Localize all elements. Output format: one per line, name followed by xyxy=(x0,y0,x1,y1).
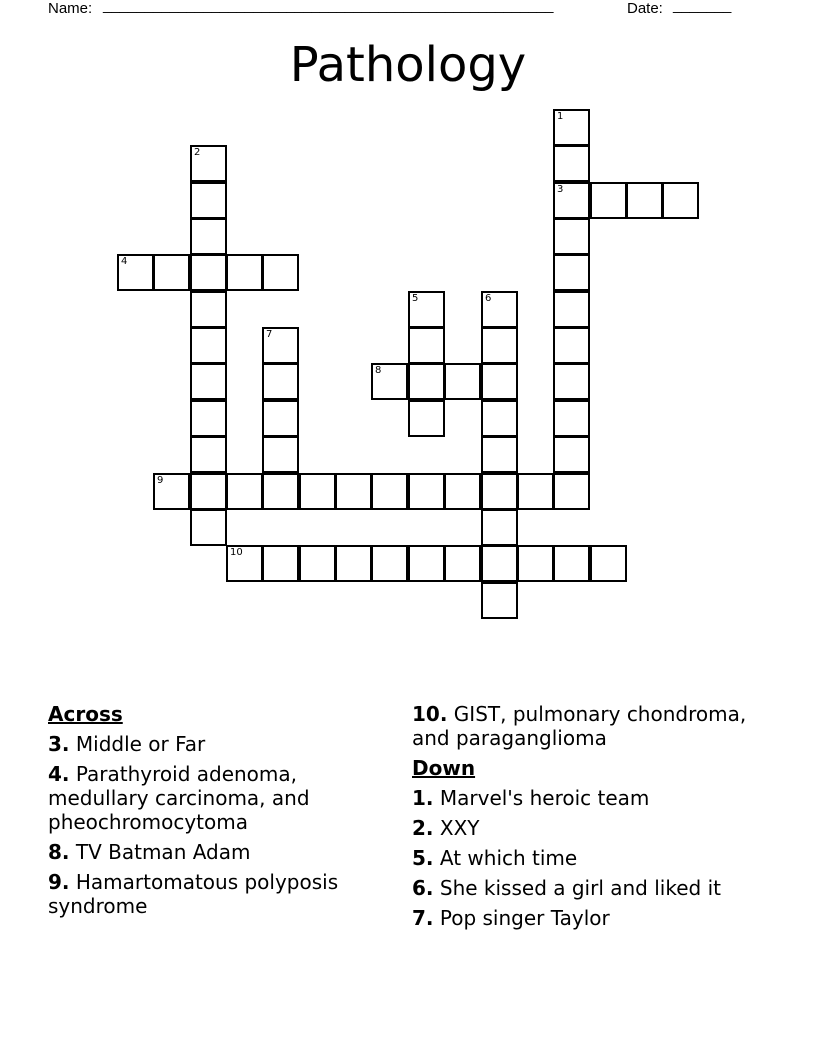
cell-number: 5 xyxy=(412,293,419,304)
grid-cell[interactable] xyxy=(662,182,699,219)
clue-down-1 xyxy=(412,786,762,810)
grid-cell[interactable] xyxy=(299,473,336,510)
grid-cell[interactable] xyxy=(153,254,190,291)
clue-down-5 xyxy=(412,846,762,870)
name-blank: ______________________________________________________ xyxy=(103,0,554,14)
clue-number: 10. xyxy=(412,702,448,726)
clue-number: 2. xyxy=(412,816,434,840)
grid-cell[interactable] xyxy=(481,400,518,437)
grid-cell[interactable] xyxy=(262,545,299,582)
grid-cell[interactable] xyxy=(444,473,481,510)
grid-cell[interactable] xyxy=(553,545,590,582)
grid-cell[interactable] xyxy=(190,218,227,255)
clue-number: 6. xyxy=(412,876,434,900)
grid-cell[interactable] xyxy=(408,473,445,510)
grid-cell[interactable] xyxy=(226,545,263,582)
clue-text: GIST, pulmonary chondroma, and paraganglioma xyxy=(412,702,747,750)
grid-cell[interactable] xyxy=(444,363,481,400)
cell-number: 9 xyxy=(157,475,164,486)
clue-text: XXY xyxy=(439,816,480,840)
down-heading: Down xyxy=(412,756,476,780)
grid-cell[interactable] xyxy=(481,436,518,473)
cell-number: 8 xyxy=(375,365,382,376)
grid-cell[interactable] xyxy=(226,473,263,510)
clue-text: Marvel's heroic team xyxy=(439,786,650,810)
grid-cell[interactable] xyxy=(481,363,518,400)
grid-cell[interactable] xyxy=(190,363,227,400)
grid-cell[interactable] xyxy=(590,545,627,582)
cell-number: 6 xyxy=(485,293,492,304)
grid-cell[interactable] xyxy=(408,327,445,364)
grid-cell[interactable] xyxy=(190,254,227,291)
clue-across-3 xyxy=(48,732,378,756)
clues-right-column xyxy=(412,702,762,936)
grid-cell[interactable] xyxy=(553,473,590,510)
grid-cell[interactable] xyxy=(553,145,590,182)
cell-number: 7 xyxy=(266,329,273,340)
grid-cell[interactable] xyxy=(408,363,445,400)
clue-number: 1. xyxy=(412,786,434,810)
grid-cell[interactable] xyxy=(371,545,408,582)
grid-cell[interactable] xyxy=(626,182,663,219)
grid-cell[interactable] xyxy=(408,545,445,582)
page-title: Pathology xyxy=(289,37,527,93)
clue-number: 7. xyxy=(412,906,434,930)
grid-cell[interactable] xyxy=(371,363,408,400)
grid-cell[interactable] xyxy=(335,473,372,510)
clue-across-9 xyxy=(48,870,378,918)
name-label: Name: xyxy=(48,0,93,17)
clue-down-6 xyxy=(412,876,762,900)
clue-text: Parathyroid adenoma, medullary carcinoma, and pheochromocytoma xyxy=(48,762,310,834)
grid-cell[interactable] xyxy=(262,436,299,473)
cell-number: 4 xyxy=(121,256,128,267)
grid-cell[interactable] xyxy=(335,545,372,582)
clue-across-8 xyxy=(48,840,378,864)
grid-cell[interactable] xyxy=(444,545,481,582)
grid-cell[interactable] xyxy=(553,327,590,364)
grid-cell[interactable] xyxy=(190,436,227,473)
grid-cell[interactable] xyxy=(481,327,518,364)
grid-cell[interactable] xyxy=(262,473,299,510)
grid-cell[interactable] xyxy=(190,473,227,510)
grid-cell[interactable] xyxy=(590,182,627,219)
clue-across-4 xyxy=(48,762,378,834)
clue-text: At which time xyxy=(439,846,578,870)
grid-cell[interactable] xyxy=(553,400,590,437)
grid-cell[interactable] xyxy=(153,473,190,510)
grid-cell[interactable] xyxy=(553,182,590,219)
cell-number: 1 xyxy=(557,111,564,122)
clue-text: Pop singer Taylor xyxy=(439,906,610,930)
grid-cell[interactable] xyxy=(481,473,518,510)
grid-cell[interactable] xyxy=(299,545,336,582)
grid-cell[interactable] xyxy=(262,400,299,437)
clue-text: Middle or Far xyxy=(75,732,206,756)
grid-cell[interactable] xyxy=(190,145,227,182)
cell-number: 10 xyxy=(230,547,243,558)
grid-cell[interactable] xyxy=(262,327,299,364)
grid-cell[interactable] xyxy=(190,509,227,546)
date-blank: _______ xyxy=(673,0,732,14)
clue-number: 8. xyxy=(48,840,70,864)
grid-cell[interactable] xyxy=(262,254,299,291)
grid-cell[interactable] xyxy=(553,291,590,328)
date-label: Date: xyxy=(627,0,663,17)
grid-cell[interactable] xyxy=(553,218,590,255)
grid-cell[interactable] xyxy=(553,363,590,400)
grid-cell[interactable] xyxy=(408,400,445,437)
grid-cell[interactable] xyxy=(517,545,554,582)
cell-number: 2 xyxy=(194,147,201,158)
clue-across-10 xyxy=(412,702,762,750)
clue-number: 5. xyxy=(412,846,434,870)
cell-number: 3 xyxy=(557,184,564,195)
grid-cell[interactable] xyxy=(553,436,590,473)
clue-number: 4. xyxy=(48,762,70,786)
grid-cell[interactable] xyxy=(262,363,299,400)
grid-cell[interactable] xyxy=(481,291,518,328)
grid-cell[interactable] xyxy=(408,291,445,328)
grid-cell[interactable] xyxy=(517,473,554,510)
grid-cell[interactable] xyxy=(190,182,227,219)
clue-text: Hamartomatous polyposis syndrome xyxy=(48,870,339,918)
clue-text: She kissed a girl and liked it xyxy=(439,876,721,900)
clue-text: TV Batman Adam xyxy=(75,840,251,864)
clues-left-column xyxy=(48,702,378,924)
clue-down-7 xyxy=(412,906,762,930)
grid-cell[interactable] xyxy=(117,254,154,291)
grid-cell[interactable] xyxy=(553,109,590,146)
grid-cell[interactable] xyxy=(190,327,227,364)
clue-number: 3. xyxy=(48,732,70,756)
grid-cell[interactable] xyxy=(190,291,227,328)
grid-cell[interactable] xyxy=(226,254,263,291)
clue-number: 9. xyxy=(48,870,70,894)
clue-down-2 xyxy=(412,816,762,840)
grid-cell[interactable] xyxy=(481,545,518,582)
grid-cell[interactable] xyxy=(481,509,518,546)
grid-cell[interactable] xyxy=(190,400,227,437)
grid-cell[interactable] xyxy=(553,254,590,291)
across-heading: Across xyxy=(48,702,123,726)
grid-cell[interactable] xyxy=(481,582,518,619)
grid-cell[interactable] xyxy=(371,473,408,510)
